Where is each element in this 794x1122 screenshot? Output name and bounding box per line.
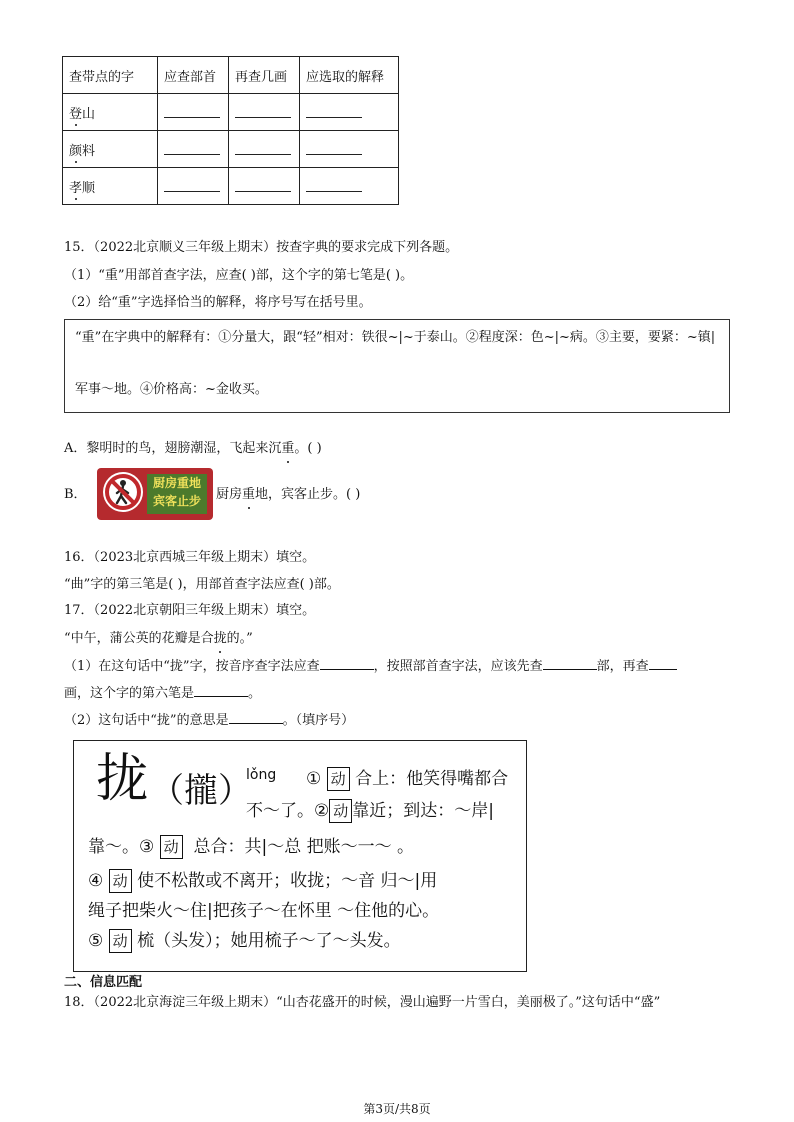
definition-line: “重”在字典中的解释有：①分量大，跟“轻”相对：铁很~|~于泰山。②程度深：色~|~病。③主要，要紧：~镇| — [75, 330, 716, 345]
answer-cell[interactable] — [229, 94, 300, 131]
word-cell — [63, 94, 158, 131]
dictionary-entry-image — [73, 740, 527, 972]
sense-number: ⑤ — [88, 931, 104, 951]
q17-quote — [64, 629, 253, 649]
q15-part1: （1）“重”用部首查字法，应查( )部，这个字的第七笔是( )。 — [64, 268, 414, 283]
dotted-char: 孝 — [69, 177, 82, 196]
answer-cell[interactable] — [229, 168, 300, 205]
option-b — [216, 485, 360, 505]
sense-text: 总合：共|～总 把账～一～ 。 — [193, 837, 415, 857]
answer-cell[interactable] — [300, 168, 399, 205]
word-rest: 料 — [82, 143, 96, 159]
q15-title: 15．（2022北京顺义三年级上期末）按查字典的要求完成下列各题。 — [64, 240, 459, 255]
option-b-label: B． — [64, 487, 87, 502]
sense-text: 靠～。③ — [88, 837, 155, 857]
dotted-char: 重 — [281, 439, 294, 459]
option-b-blank[interactable]: 地，宾客止步。( ) — [255, 487, 361, 502]
q16-part1: “曲”字的第三笔是( )，用部首查字法应查( )部。 — [64, 577, 340, 592]
pos-tag: 动 — [109, 869, 132, 893]
answer-blank[interactable] — [164, 107, 220, 118]
dotted-char: 拢 — [214, 629, 227, 649]
answer-blank[interactable] — [543, 657, 597, 670]
def-line-1 — [306, 767, 508, 791]
sense-text: 梳（头发）；她用梳子～了～头发。 — [137, 931, 401, 951]
answer-blank[interactable] — [306, 144, 362, 155]
no-entry-circle — [103, 472, 143, 512]
answer-blank[interactable] — [306, 107, 362, 118]
pos-tag: 动 — [160, 835, 183, 859]
quote-text: “中午，蒲公英的花瓣是合 — [64, 631, 214, 646]
sense-number: ① — [306, 769, 322, 789]
answer-cell[interactable] — [229, 131, 300, 168]
table-header-row — [63, 57, 399, 94]
answer-cell[interactable] — [300, 94, 399, 131]
answer-cell[interactable] — [158, 168, 229, 205]
sense-text: 靠近；到达：～岸| — [352, 801, 494, 821]
page-footer: 第3页/共8页 — [363, 1102, 431, 1116]
answer-blank[interactable] — [194, 684, 248, 697]
q18-title: 18．（2022北京海淀三年级上期末）“山杏花盛开的时候，漫山遍野一片雪白，美丽极了。”这句话中“盛” — [64, 995, 661, 1010]
q17-text: 。 — [248, 686, 262, 701]
q17-text: 画，这个字的第六笔是 — [64, 686, 195, 701]
quote-text: 的。” — [226, 631, 253, 646]
traditional-form: （攏） — [150, 771, 252, 811]
sense-text: 使不松散或不离开；收拢；～音 归～|用 — [137, 871, 438, 891]
answer-blank[interactable] — [229, 711, 283, 724]
section-heading: 二、信息匹配 — [64, 975, 143, 990]
option-a-text: A．黎明时的鸟，翅膀潮湿，飞起来沉 — [64, 441, 282, 456]
definition-box — [64, 319, 730, 413]
dotted-char: 登 — [69, 103, 82, 122]
sign-text: 宾客止步 — [152, 494, 201, 508]
q17-text: （1）在这句话中“拢”字，按音序查字法应查 — [64, 659, 320, 674]
option-b-text: 厨房 — [216, 487, 243, 502]
def-line-4 — [88, 869, 437, 893]
pos-tag: 动 — [329, 799, 352, 823]
q15-part2: （2）给“重”字选择恰当的解释，将序号写在括号里。 — [64, 295, 372, 310]
dotted-char: 重 — [242, 485, 255, 505]
answer-blank[interactable] — [306, 181, 362, 192]
dotted-char: 颜 — [69, 140, 82, 159]
sense-number: ④ — [88, 871, 104, 891]
option-a — [64, 439, 322, 459]
q17-part1-cont — [64, 684, 261, 704]
answer-cell[interactable] — [300, 131, 399, 168]
header-cell: 应选取的解释 — [300, 57, 399, 94]
answer-cell[interactable] — [158, 94, 229, 131]
sense-text: 合上：他笑得嘴都合 — [355, 769, 509, 789]
def-line-6 — [88, 929, 401, 953]
answer-blank[interactable] — [320, 657, 374, 670]
def-line-2 — [246, 799, 494, 823]
q17-part2 — [64, 711, 354, 731]
no-entry-sign-image — [97, 468, 213, 520]
answer-cell[interactable] — [158, 131, 229, 168]
pos-tag: 动 — [109, 929, 132, 953]
def-line-5: 绳子把柴火～住|把孩子～在怀里 ～住他的心。 — [88, 901, 440, 921]
table-row — [63, 131, 399, 168]
table-row — [63, 94, 399, 131]
answer-blank[interactable] — [164, 181, 220, 192]
q17-text: ，按照部首查字法，应该先查 — [373, 659, 543, 674]
pos-tag: 动 — [327, 767, 350, 791]
q17-text: 部，再查 — [596, 659, 649, 674]
header-cell: 查带点的字 — [63, 57, 158, 94]
table-row — [63, 168, 399, 205]
q17-title: 17．（2022北京朝阳三年级上期末）填空。 — [64, 603, 316, 618]
header-cell: 再查几画 — [229, 57, 300, 94]
answer-blank[interactable] — [649, 657, 677, 670]
answer-blank[interactable] — [235, 144, 291, 155]
sign-panel — [147, 474, 207, 514]
q16-title: 16．（2023北京西城三年级上期末）填空。 — [64, 550, 316, 565]
word-cell — [63, 131, 158, 168]
q17-text: （2）这句话中“拢”的意思是 — [64, 713, 229, 728]
header-cell: 应查部首 — [158, 57, 229, 94]
headword: 拢 — [96, 749, 149, 809]
lookup-table — [62, 56, 399, 205]
word-rest: 顺 — [82, 180, 96, 196]
no-entry-icon — [103, 472, 143, 512]
word-rest: 山 — [82, 106, 96, 122]
word-cell — [63, 168, 158, 205]
answer-blank[interactable] — [235, 107, 291, 118]
answer-blank[interactable] — [235, 181, 291, 192]
option-a-blank[interactable]: 。( ) — [294, 441, 322, 456]
sense-text: 不～了。② — [246, 801, 330, 821]
def-line-3 — [88, 835, 414, 859]
pinyin: lǒng — [246, 767, 277, 783]
definition-line: 军事～地。④价格高：~金收买。 — [75, 382, 268, 397]
q17-part1 — [64, 657, 677, 677]
q17-text: 。（填序号） — [282, 713, 355, 728]
answer-blank[interactable] — [164, 144, 220, 155]
sign-text: 厨房重地 — [152, 476, 201, 490]
